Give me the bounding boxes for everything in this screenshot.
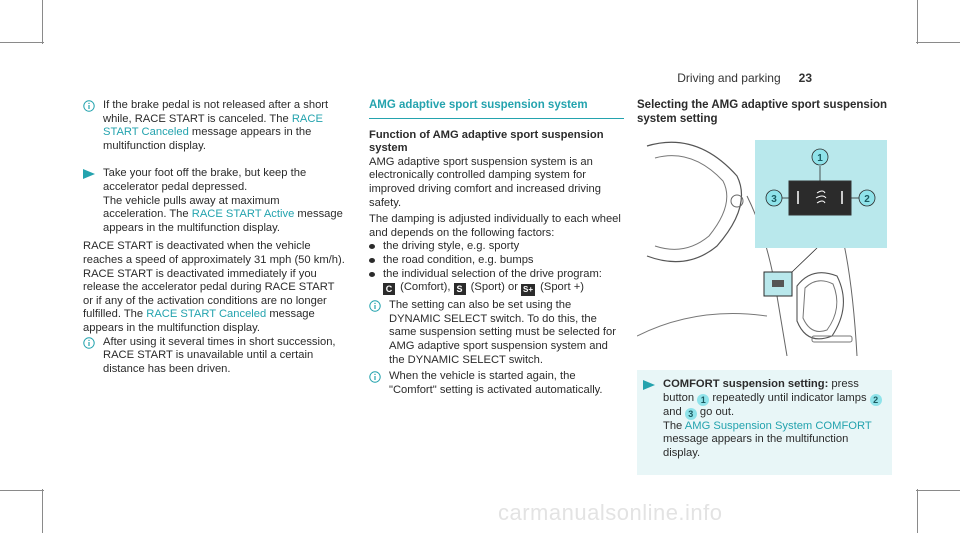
callout-label: 1 (817, 153, 823, 165)
instruction-label: COMFORT suspension setting: (663, 378, 829, 391)
column-race-start (83, 99, 345, 376)
crop-mark (0, 490, 44, 491)
list-item-text: the road condition, e.g. bumps (383, 253, 534, 266)
instruction-step (83, 167, 345, 235)
crop-mark (916, 490, 960, 491)
instruction-text: repeatedly until indicator lamps (709, 391, 870, 404)
instruction-text: and (663, 405, 685, 418)
instruction-text: go out. (696, 405, 735, 418)
bullet-icon (369, 244, 375, 249)
list-item (369, 268, 624, 297)
note-text: After using it several times in short succession, RACE START is unavailable until a certain distance has been driven. (103, 335, 336, 375)
sport-mode-icon: S (454, 283, 466, 295)
column-suspension-function (369, 99, 624, 397)
mode-label: (Sport) or (467, 281, 522, 294)
factor-list (369, 240, 624, 296)
note-text: message appears in the multifunction display. (103, 126, 312, 152)
instruction-step (643, 378, 886, 460)
callout-1 (812, 149, 828, 165)
crop-mark (916, 42, 960, 43)
instruction-text: message appears in the multifunction display. (663, 433, 849, 459)
note-text: If the brake pedal is not released after a short while, RACE START is canceled. The (103, 99, 329, 125)
info-note-icon (369, 300, 381, 312)
display-message: AMG Suspension System COMFORT (684, 419, 872, 432)
note-text: When the vehicle is started again, the "Comfort" setting is activated automatically. (389, 370, 603, 396)
bullet-icon (369, 272, 375, 277)
section-heading: Selecting the AMG adaptive sport suspension system setting (637, 99, 888, 125)
display-message: RACE START Canceled (146, 308, 267, 321)
subheading: Function of AMG adaptive sport suspension system (369, 128, 604, 155)
crop-mark (917, 489, 918, 533)
instruction-text: Take your foot off the brake, but keep the accelerator pedal depressed. (103, 167, 307, 193)
note-comfort-default (369, 370, 624, 397)
paragraph-text: RACE START is deactivated immediately if you release the accelerator pedal during RACE START or if any of the activation conditions are no longer fulfilled. The (83, 267, 335, 321)
instruction-box (637, 370, 892, 474)
crop-mark (917, 0, 918, 44)
instruction-text: message appears in the multifunction display. (103, 208, 343, 234)
note-race-start-canceled (83, 99, 345, 153)
mode-label: (Comfort), (397, 281, 454, 294)
suspension-switch-illustration (637, 136, 887, 356)
crop-mark (0, 42, 44, 43)
callout-label: 3 (771, 194, 777, 206)
list-item (369, 240, 624, 254)
instruction-text: The (663, 419, 685, 432)
section-title: Driving and parking (677, 71, 781, 85)
bullet-icon (369, 258, 375, 263)
display-message: RACE START Active (191, 208, 295, 221)
callout-label: 2 (864, 194, 870, 206)
crop-mark (42, 0, 43, 44)
list-item (369, 254, 624, 268)
info-note-icon (83, 100, 95, 112)
mode-label: (Sport +) (537, 281, 584, 294)
info-note-icon (369, 371, 381, 383)
callout-1-ref: 1 (697, 394, 709, 406)
note-race-start-unavailable (83, 336, 345, 377)
page-number: 23 (798, 71, 812, 85)
display-message: RACE START Canceled (103, 112, 323, 139)
comfort-mode-icon: C (383, 283, 395, 295)
callout-2-ref: 2 (870, 394, 882, 406)
sport-plus-mode-icon: S+ (523, 285, 534, 295)
paragraph: The damping is adjusted individually to each wheel and depends on the following factors: (369, 213, 621, 239)
center-console-drawing (637, 136, 887, 356)
page-header (677, 71, 812, 85)
callout-2 (859, 190, 875, 206)
list-item-text: the individual selection of the drive program: (383, 267, 602, 280)
paragraph: RACE START is deactivated when the vehicle reaches a speed of approximately 31 mph (50 km/h). (83, 240, 345, 266)
paragraph-text: message appears in the multifunction display. (83, 308, 315, 334)
note-text: The setting can also be set using the DYNAMIC SELECT switch. To do this, the same suspension setting must be selected for AMG adaptive sport suspension system and the DYNAMIC SELECT switch. (389, 299, 616, 366)
callout-3-ref: 3 (685, 408, 697, 420)
instruction-text: The vehicle pulls away at maximum acceleration. The (103, 194, 280, 221)
paragraph: AMG adaptive sport suspension system is an electronically controlled damping system for improved driving comfort and increased driving safety. (369, 155, 601, 209)
crop-mark (42, 489, 43, 533)
watermark: carmanualsonline.info (498, 500, 723, 525)
column-suspension-selection (637, 99, 892, 475)
list-item-text: the driving style, e.g. sporty (383, 240, 520, 253)
arrow-right-icon (643, 380, 655, 390)
section-heading: AMG adaptive sport suspension system (369, 99, 624, 119)
paragraph (83, 268, 345, 336)
arrow-right-icon (83, 169, 95, 179)
callout-3 (766, 190, 782, 206)
note-dynamic-select (369, 299, 624, 367)
instruction-text: press button (663, 378, 859, 404)
info-note-icon (83, 337, 95, 349)
